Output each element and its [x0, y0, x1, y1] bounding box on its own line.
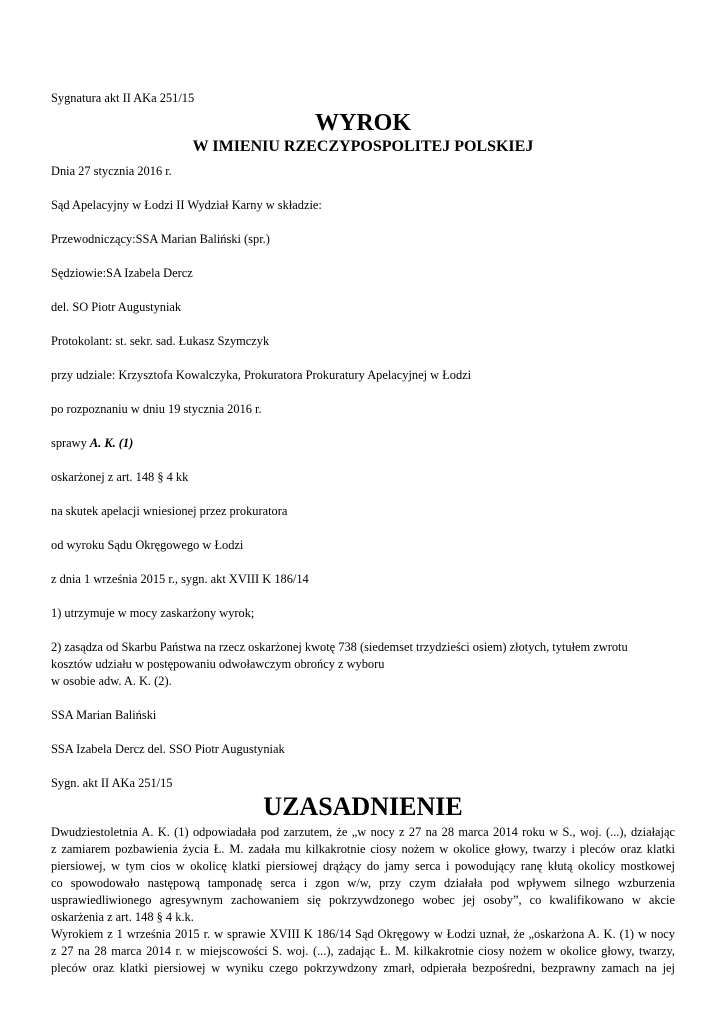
judgment-date: Dnia 27 stycznia 2016 r. — [51, 164, 172, 178]
case-signature: Sygnatura akt II AKa 251/15 — [51, 91, 195, 105]
ruling-item-2 — [51, 639, 675, 690]
paragraph-line: piersiowej, w tym cios w okolicę klatki piersiowej drążący do jamy serca i powodujący ranę kłutą okolicy mostkowej — [51, 859, 675, 873]
hearing-date: po rozpoznaniu w dniu 19 stycznia 2016 r. — [51, 402, 262, 416]
lower-court: od wyroku Sądu Okręgowego w Łodzi — [51, 538, 244, 552]
court-clerk: Protokolant: st. sekr. sad. Łukasz Szymczyk — [51, 334, 270, 348]
case-name — [51, 435, 675, 452]
ruling-item-2-line: 2) zasądza od Skarbu Państwa na rzecz oskarżonej kwotę 738 (siedemset trzydzieści osiem) złotych, tytułem zwrotu — [51, 640, 628, 654]
paragraph-line: usprawiedliwionego agresywnym zachowaniem się pokrzywdzonego wobec jej osoby”, co kwalifikowano w akcie — [51, 893, 675, 907]
document-page — [51, 90, 675, 977]
signatory-presiding: SSA Marian Baliński — [51, 708, 157, 722]
ruling-item-1: 1) utrzymuje w mocy zaskarżony wyrok; — [51, 606, 255, 620]
paragraph-line: co spowodowało następową tamponadę serca i zgon w/w, przy czym działała pod wpływem silnego wzburzenia — [51, 876, 675, 890]
paragraph-line: z zamiarem pozbawienia życia Ł. M. zadała mu kilkakrotnie ciosy nożem w okolice głowy, twarzy i pleców oraz klatki — [51, 842, 675, 856]
case-prefix: sprawy — [51, 436, 90, 450]
lower-court-date: z dnia 1 września 2015 r., sygn. akt XVIII K 186/14 — [51, 572, 309, 586]
justification-paragraph-1 — [51, 824, 675, 926]
charge: oskarżonej z art. 148 § 4 kk — [51, 470, 189, 484]
justification-heading: UZASADNIENIE — [263, 792, 463, 821]
paragraph-line: pleców oraz klatki piersiowej w wyniku czego pokrzywdzony zmarł, odpierała bezpośredni, bezprawny zamach na jej — [51, 961, 675, 975]
paragraph-line: Wyrokiem z 1 września 2015 r. w sprawie XVIII K 186/14 Sąd Okręgowy w Łodzi uznał, że „oskarżona A. K. (1) w nocy — [51, 927, 675, 941]
document-title: WYROK — [315, 110, 411, 136]
prosecutor: przy udziale: Krzysztofa Kowalczyka, Prokuratora Prokuratury Apelacyjnej w Łodzi — [51, 368, 472, 382]
justification-paragraph-2 — [51, 926, 675, 977]
defendant-name: A. K. (1) — [89, 436, 134, 450]
ruling-item-2-line: kosztów udziału w postępowaniu odwoławczym obrońcy z wyboru — [51, 657, 385, 671]
judges: Sędziowie:SA Izabela Dercz — [51, 266, 193, 280]
paragraph-line: z 27 na 28 marca 2014 r. w miejscowości S. woj. (...), zadając Ł. M. kilkakrotnie ciosy nożem w okolice głowy, twarzy, — [51, 944, 675, 958]
signatory-judges: SSA Izabela Dercz del. SSO Piotr Augustyniak — [51, 742, 285, 756]
document-subtitle: W IMIENIU RZECZYPOSPOLITEJ POLSKIEJ — [192, 138, 534, 155]
appeal-info: na skutek apelacji wniesionej przez prokuratora — [51, 504, 288, 518]
ruling-item-2-line: w osobie adw. A. K. (2). — [51, 674, 172, 688]
court-composition: Sąd Apelacyjny w Łodzi II Wydział Karny w składzie: — [51, 198, 322, 212]
paragraph-line: Dwudziestoletnia A. K. (1) odpowiadała pod zarzutem, że „w nocy z 27 na 28 marca 2014 roku w S., woj. (...), działając — [51, 825, 675, 839]
justification-signature: Sygn. akt II AKa 251/15 — [51, 776, 173, 790]
paragraph-line: oskarżenia z art. 148 § 4 k.k. — [51, 910, 194, 924]
delegated-judge: del. SO Piotr Augustyniak — [51, 300, 182, 314]
presiding-judge: Przewodniczący:SSA Marian Baliński (spr.) — [51, 232, 270, 246]
